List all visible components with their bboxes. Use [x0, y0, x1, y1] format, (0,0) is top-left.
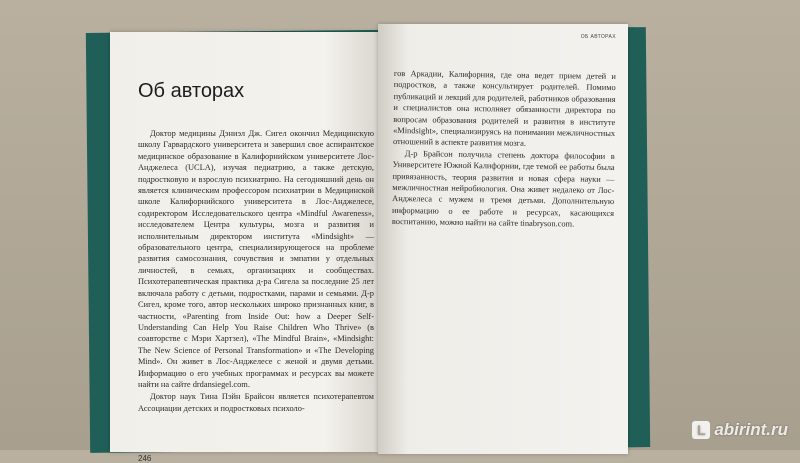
- right-page-body: [392, 68, 616, 231]
- paragraph-bryson-start: Доктор наук Тина Пэйн Брайсон является психотерапевтом Ассоциации детских и подростковых психоло-: [138, 392, 374, 413]
- chapter-heading: Об авторах: [138, 80, 245, 102]
- paragraph-siegel: Доктор медицины Дэниэл Дж. Сигел окончил Медицинскую школу Гарвардского университета и завершил свое аспирантское медицинское образование в Калифорнийском университете Лос-Анджелеса (UCLA), изучая педиатрию, а также детскую, подростковую и взрослую психиатрию. На сегодняшний день он является клиническим профессором психиатрии в Медицинской школе Калифорнийского университета в Лос-Анджелесе, содиректором Исследовательского центра «Mindful Awareness», исследователем Центра культуры, мозга и развития и исполнительным директором института «Mindsight» — образовательного центра, специализирующегося на проблеме развития самосознания, сочувствия и эмпатии у отдельных личностей, в семьях, организациях и сообществах. Психотерапевтическая практика д-ра Сигела за последние 25 лет включала работу с детьми, подростками, парами и семьями. Д-р Сигел, кроме того, автор нескольких широко признанных книг, в частности, «Parenting from Inside Out: how a Deeper Self-Understanding Can Help You Raise Children Who Thrive» (в соавторстве с Мэри Хартзел), «The Mindful Brain», «Mindsight: The New Science of Personal Transformation» и «The Developing Mind». Он живет в Лос-Анджелесе с женой и двумя детьми. Информацию о его учебных программах и ресурсах вы можете найти на сайте drdansiegel.com.: [138, 129, 374, 389]
- paragraph-bryson-cont: гов Аркадии, Калифорния, где она ведет прием детей и подростков, а также консультирует родителей. Помимо публикаций и лекций для родителей, работников образования и специалистов она исполняет обязанности директора по вопросам образования родителей и развития в институте «Mindsight», специализируясь на понимании межличностных отношений в аспекте развития мозга.: [392, 68, 616, 149]
- labirint-logo-icon: L: [692, 421, 710, 439]
- page-number: 246: [138, 454, 152, 463]
- right-page: [378, 24, 628, 454]
- left-page-body: [138, 128, 374, 414]
- left-page: [110, 32, 378, 463]
- watermark-text: abirint.ru: [714, 420, 788, 439]
- paragraph-bryson-degree: Д-р Брайсон получила степень доктора философии в Университете Южной Калифорнии, где темой ее работы была привязанность, теория развития и новая сфера науки — межличностная нейробиология. Она живет недалеко от Лос-Анджелеса с мужем и тремя детьми. Дополнительную информацию о ее работе и ресурсах, касающихся воспитанию, можно найти на сайте tinabryson.com.: [391, 149, 615, 229]
- watermark-logo: [692, 420, 788, 440]
- running-head: ОБ АВТОРАХ: [580, 34, 616, 40]
- open-book: [96, 18, 636, 463]
